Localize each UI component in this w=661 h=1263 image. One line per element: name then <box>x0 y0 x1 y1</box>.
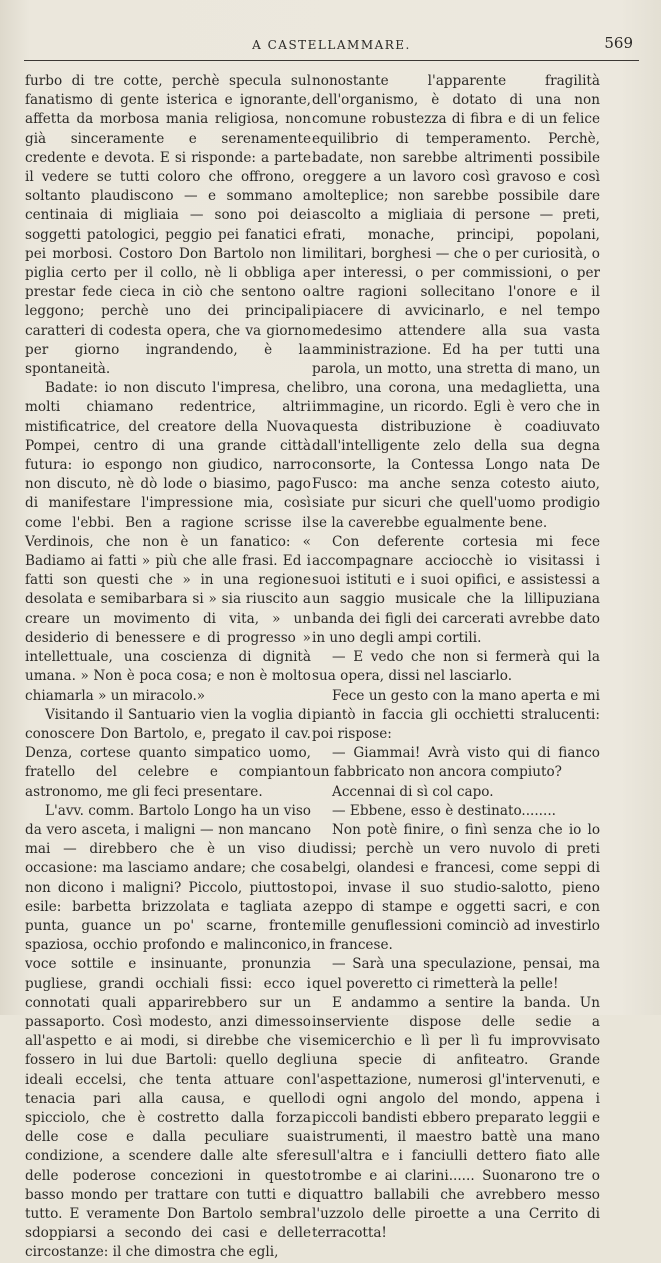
paragraph: Badate: io non discuto l'impresa, che molti chiamano redentrice, altri mistificatrice, del creatore della Nuova Pompei, centro di una grande città futura: io espongo non giudico, narro non discuto, nè dò lode o biasimo, pago di manifestare l'impressione mia, così come l'ebbi. Ben a ragione scrisse il Verdinois, che non è un fanatico: « Badiamo ai fatti » più che alle frasi. Ed i fatti son questi che » in una regione desolata e semibarbara si » sia riuscito a creare un movimento di vita, » un desiderio di benessere e di progresso » intellettuale, una coscienza di dignità umana. » Non è poca cosa; e non è molto chiamarla » un miracolo.» <box>25 380 311 704</box>
page-number: 569 <box>604 34 633 52</box>
page-header <box>24 34 639 58</box>
paragraph: E andammo a sentire la banda. Un inserviente dispose delle sedie a semicerchio e lì per lì fu improvvisato una specie di anfiteatro. Grande l'aspettazione, numerosi gl'intervenuti, e di ogni angolo del mondo, appena i piccoli bandisti ebbero preparato leggii e istrumenti, il maestro battè una mano sull'altra e i fanciulli dettero fiato alle trombe e ai clarini...... Suonarono tre o quattro ballabili che avrebbero messo l'uzzolo delle piroette a una Cerrito di terracotta! <box>312 994 600 1242</box>
paragraph: L'avv. comm. Bartolo Longo ha un viso da vero asceta, i maligni — non mancano mai — direbbero che è un viso di occasione: ma lasciamo andare; che cosa non dicono i maligni? Piccolo, piuttosto esile: barbetta brizzolata e tagliata a punta, guance un po' scarne, fronte spaziosa, occhio profondo e malinconico, voce sottile e insinuante, pronunzia pugliese, grandi occhiali fissi: ecco i connotati quali apparirebbero sur un passaporto. Così modesto, anzi dimesso all'aspetto e ai modi, si direbbe che vi fossero in lui due Bartoli: quello degli ideali eccelsi, che tenta attuare con tenacia pari alla causa, e quello spicciolo, che è costretto dalla forza delle cose e dalla peculiare sua condizione, a scendere dalle alte sfere delle poderose concezioni in questo basso mondo per trattare con tutti e di tutto. E veramente Don Bartolo sembra sdoppiarsi a secondo dei casi e delle circostanze: il che dimostra che egli, <box>25 802 311 1261</box>
paragraph: Non potè finire, o finì senza che io lo udissi; perchè un vero nuvolo di preti belgi, olandesi e francesi, come seppi di poi, invase il suo studio-salotto, pieno zeppo di stampe e oggetti sacri, e con mille genuflessioni cominciò ad investirlo in francese. <box>312 821 600 954</box>
paragraph: Con deferente cortesia mi fece accompagnare acciocchè io visitassi i suoi istituti e i suoi opifici, e assistessi a un saggio musicale che la lillipuziana banda dei figli dei carcerati avrebbe dato in uno degli ampi cortili. <box>312 533 600 646</box>
paragraph: nonostante l'apparente fragilità dell'organismo, è dotato di una non comune robustezza di fibra e di un felice equilibrio di temperamento. Perchè, badate, non sarebbe altrimenti possibile reggere a un lavoro così gravoso e così molteplice; non sarebbe possibile dare ascolto a migliaia di persone — preti, frati, monache, principi, popolani, militari, borghesi — che o per curiosità, o per interessi, o per commissioni, o per altre ragioni sollecitano l'onore e il piacere di avvicinarlo, e nel tempo medesimo attendere alla sua vasta amministrazione. Ed ha per tutti una parola, un motto, una stretta di mano, un libro, una corona, una medaglietta, una immagine, un ricordo. Egli è vero che in questa distribuzione è coadiuvato dall'intelligente zelo della sua degna consorte, la Contessa Longo nata De Fusco: ma anche senza cotesto aiuto, siate pur sicuri che quell'uomo prodigio se la caverebbe egualmente bene. <box>312 73 600 531</box>
paragraph: Visitando il Santuario vien la voglia di conoscere Don Bartolo, e, pregato il cav. Denza, cortese quanto simpatico uomo, fratello del celebre e compianto astronomo, me gli feci presentare. <box>25 706 311 800</box>
header-rule <box>24 60 639 61</box>
paragraph: — E vedo che non si fermerà qui la sua opera, dissi nel lasciarlo. <box>312 649 600 685</box>
paragraph: — Ebbene, esso è destinato........ <box>332 802 556 819</box>
right-column <box>312 72 600 1243</box>
paragraph: Fece un gesto con la mano aperta e mi piantò in faccia gli occhietti stralucenti: poi rispose: <box>312 687 600 742</box>
paragraph: furbo di tre cotte, perchè specula sul fanatismo di gente isterica e ignorante, affetta da morbosa mania religiosa, non già sinceramente e serenamente credente e devota. E si risponde: a parte il vedere se tutti coloro che offrono, o soltanto plaudiscono — e sommano a centinaia di migliaia — sono poi dei soggetti patologici, peggio pei fanatici e pei morbosi. Costoro Don Bartolo non li piglia certo per il collo, nè li obbliga a prestar fede cieca in ciò che sentono o leggono; perchè uno dei principali caratteri di codesta opera, che va giorno per giorno ingrandendo, è la spontaneità. <box>25 73 311 378</box>
paragraph: Accennai di sì col capo. <box>332 783 494 800</box>
paragraph: — Giammai! Avrà visto qui di fianco un fabbricato non ancora compiuto? <box>312 745 600 781</box>
left-column <box>25 72 311 1263</box>
paragraph: — Sarà una speculazione, pensai, ma quel poveretto ci rimetterà la pelle! <box>312 956 600 992</box>
running-head: A CASTELLAMMARE. <box>252 38 411 52</box>
